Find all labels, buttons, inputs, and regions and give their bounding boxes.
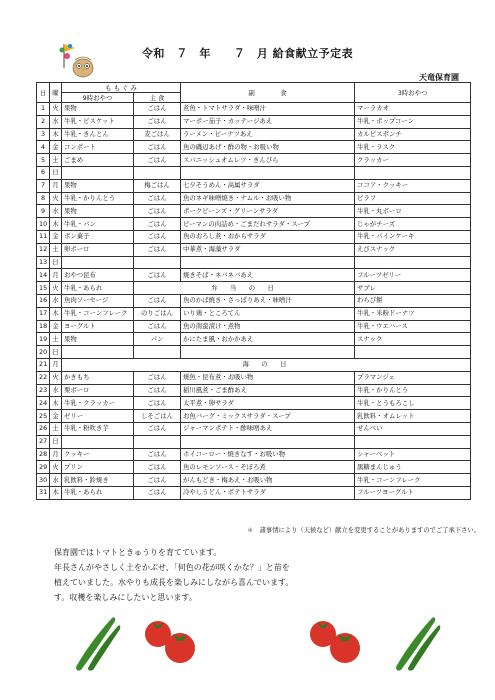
message-line: す。収穫を楽しみにしたいと思います。 xyxy=(54,593,197,602)
cell-snack3: 牛乳・とうもろこし xyxy=(355,397,471,410)
cell-day: 16 xyxy=(37,294,50,307)
table-row xyxy=(37,154,471,167)
cell-weekday: 日 xyxy=(50,166,62,179)
cell-staple xyxy=(134,435,181,448)
cell-weekday: 土 xyxy=(50,333,62,346)
cell-snack9: 魚肉ソーセージ xyxy=(62,294,134,307)
cell-snack9: コンポート xyxy=(62,141,134,154)
cell-weekday: 木 xyxy=(50,128,62,141)
message-line: 年長さんがやさしく土をかぶせ、「何色の花が咲くかな？」と苗を xyxy=(54,563,290,572)
header-day: 日 xyxy=(37,83,50,103)
header-weekday: 曜 xyxy=(50,83,62,103)
cell-snack3 xyxy=(355,256,471,269)
cell-staple: ごはん xyxy=(134,461,181,474)
table-row xyxy=(37,448,471,461)
mascot-owl-icon xyxy=(55,38,105,83)
cell-snack3: カルピスポンチ xyxy=(355,128,471,141)
cell-staple: ごはん xyxy=(134,154,181,167)
table-row xyxy=(37,320,471,333)
cell-holiday: 海 の 日 xyxy=(62,358,471,371)
cell-weekday: 金 xyxy=(50,410,62,423)
cell-weekday: 月 xyxy=(50,179,62,192)
cell-snack9: 牛乳・あられ xyxy=(62,282,134,295)
cell-staple: ごはん xyxy=(134,422,181,435)
cell-snack9: 卵ボーロ xyxy=(62,243,134,256)
cell-side: ラーメン・ピーナツあえ xyxy=(181,128,355,141)
cell-side: 魚のかば焼き・さっぱりあえ・味噌汁 xyxy=(181,294,355,307)
cell-day: 2 xyxy=(37,115,50,128)
cell-snack3: じゃがチーズ xyxy=(355,218,471,231)
cell-weekday: 金 xyxy=(50,141,62,154)
cell-side: 稲川風煮・ごま酢あえ xyxy=(181,384,355,397)
cell-weekday: 木 xyxy=(50,397,62,410)
message-line: 植えていました。水やりも成長を楽しみにしながら喜んでいます。 xyxy=(54,578,294,587)
cell-weekday: 日 xyxy=(50,346,62,359)
cell-snack9: プリン xyxy=(62,461,134,474)
cell-snack3 xyxy=(355,346,471,359)
cell-snack3: クラッカー xyxy=(355,154,471,167)
cell-snack3: えびスナック xyxy=(355,243,471,256)
message-line: 保育園ではトマトときゅうりを育てています。 xyxy=(54,548,222,557)
cell-snack3: プラマンジェ xyxy=(355,371,471,384)
cell-snack9: ごまめ xyxy=(62,154,134,167)
header-staple: 主 食 xyxy=(134,93,181,103)
cell-staple xyxy=(134,166,181,179)
cell-side: 七夕そうめん・高属サラダ xyxy=(181,179,355,192)
cell-snack3: 牛乳・パインケーキ xyxy=(355,230,471,243)
cell-snack3 xyxy=(355,435,471,448)
cell-day: 19 xyxy=(37,333,50,346)
cell-staple: ごはん xyxy=(134,141,181,154)
cell-weekday: 土 xyxy=(50,154,62,167)
table-row xyxy=(37,486,471,499)
menu-body xyxy=(37,103,471,500)
cell-bento-day: 弁 当 の 日 xyxy=(134,282,355,295)
cell-side xyxy=(181,435,355,448)
cell-snack9 xyxy=(62,435,134,448)
cell-side: がんもどき・梅あえ・お吸い物 xyxy=(181,474,355,487)
cell-snack3: ココア・クッキー xyxy=(355,179,471,192)
cell-staple xyxy=(134,256,181,269)
cell-snack3: 牛乳・ポップコーン xyxy=(355,115,471,128)
table-row xyxy=(37,410,471,423)
cell-staple: ごはん xyxy=(134,486,181,499)
table-row xyxy=(37,218,471,231)
table-row xyxy=(37,115,471,128)
cell-day: 5 xyxy=(37,154,50,167)
cell-snack9: 牛乳・パン xyxy=(62,218,134,231)
cell-snack3: 牛乳・ウエハース xyxy=(355,320,471,333)
cell-day: 6 xyxy=(37,166,50,179)
cell-side: スパニッシュオムレツ・きんぴら xyxy=(181,154,355,167)
table-row xyxy=(37,346,471,359)
cell-snack9 xyxy=(62,166,134,179)
cell-day: 15 xyxy=(37,282,50,295)
cell-snack9: 果物 xyxy=(62,205,134,218)
message-block xyxy=(54,545,293,605)
cell-snack9: 牛乳・クラッカー xyxy=(62,397,134,410)
cell-staple: ごはん xyxy=(134,218,181,231)
cell-side: マーボー茄子・カッテージあえ xyxy=(181,115,355,128)
cell-snack9: 牛乳・ビスケット xyxy=(62,115,134,128)
cell-weekday: 土 xyxy=(50,243,62,256)
cell-weekday: 日 xyxy=(50,256,62,269)
cell-snack9: 牛乳・きんとん xyxy=(62,128,134,141)
cell-staple xyxy=(134,346,181,359)
table-row xyxy=(37,422,471,435)
cell-side xyxy=(181,346,355,359)
cell-snack9: ボン菓子 xyxy=(62,230,134,243)
cell-staple: パン xyxy=(134,333,181,346)
cell-side: 冷やしうどん・ポテトサラダ xyxy=(181,486,355,499)
cell-staple: のりごはん xyxy=(134,307,181,320)
cell-day: 7 xyxy=(37,179,50,192)
cell-side xyxy=(181,166,355,179)
header-snack3: 3時おやつ xyxy=(355,83,471,103)
cell-weekday: 木 xyxy=(50,486,62,499)
cell-snack3: ピラフ xyxy=(355,192,471,205)
cell-side: 焼魚・昆布煮・お吸い物 xyxy=(181,371,355,384)
cell-snack3: 牛乳・米粉ドーナツ xyxy=(355,307,471,320)
cell-snack9: 栗ボーロ xyxy=(62,384,134,397)
cell-snack9 xyxy=(62,256,134,269)
cell-weekday: 月 xyxy=(50,448,62,461)
cucumber-icon xyxy=(68,612,123,672)
table-row xyxy=(37,205,471,218)
cell-snack3: フルーツヨーグルト xyxy=(355,486,471,499)
cell-day: 25 xyxy=(37,410,50,423)
table-row xyxy=(37,371,471,384)
cell-staple: ごはん xyxy=(134,384,181,397)
cell-day: 1 xyxy=(37,103,50,116)
cell-day: 30 xyxy=(37,474,50,487)
cell-weekday: 木 xyxy=(50,307,62,320)
cell-snack9: 果物 xyxy=(62,103,134,116)
cell-snack3: マーラカオ xyxy=(355,103,471,116)
cell-snack9: 牛乳・コーンフレーク xyxy=(62,307,134,320)
cell-snack3 xyxy=(355,166,471,179)
cell-day: 9 xyxy=(37,205,50,218)
cell-staple: ごはん xyxy=(134,320,181,333)
cell-snack3: フルーツゼリー xyxy=(355,269,471,282)
tomato-icon xyxy=(140,612,200,670)
cell-side: 太平煮・卵サラダ xyxy=(181,397,355,410)
cell-weekday: 火 xyxy=(50,192,62,205)
cell-side: ジャーマンポテト・酢味噌あえ xyxy=(181,422,355,435)
table-row xyxy=(37,103,471,116)
cell-staple: ごはん xyxy=(134,243,181,256)
cell-weekday: 水 xyxy=(50,115,62,128)
cell-day: 11 xyxy=(37,230,50,243)
cell-day: 18 xyxy=(37,320,50,333)
table-row xyxy=(37,166,471,179)
cell-staple: ごはん xyxy=(134,269,181,282)
table-row xyxy=(37,461,471,474)
cell-snack9: 果物 xyxy=(62,333,134,346)
cell-staple: 梅ごはん xyxy=(134,179,181,192)
cell-day: 3 xyxy=(37,128,50,141)
table-row xyxy=(37,358,471,371)
cell-day: 8 xyxy=(37,192,50,205)
table-row xyxy=(37,294,471,307)
cell-side: 魚の磯辺あげ・酢の物・お吸い物 xyxy=(181,141,355,154)
cell-side: かにたま風・おかかあえ xyxy=(181,333,355,346)
cell-snack3: シャーベット xyxy=(355,448,471,461)
cell-side: 魚のおろし煮・おからサラダ xyxy=(181,230,355,243)
table-row xyxy=(37,179,471,192)
cell-snack9: 乳飲料・鈴焼き xyxy=(62,474,134,487)
cell-staple: ごはん xyxy=(134,192,181,205)
cell-day: 20 xyxy=(37,346,50,359)
cell-side: 中華煮・海藻サラダ xyxy=(181,243,355,256)
cell-day: 28 xyxy=(37,448,50,461)
cell-snack3: わらび餅 xyxy=(355,294,471,307)
cell-weekday: 火 xyxy=(50,282,62,295)
table-row xyxy=(37,474,471,487)
cell-side: ポークビーンズ・グリーンサラダ xyxy=(181,205,355,218)
cell-snack3: 牛乳・ラスク xyxy=(355,141,471,154)
header-side: 副 食 xyxy=(181,83,355,103)
cell-day: 14 xyxy=(37,269,50,282)
cell-staple: ごはん xyxy=(134,103,181,116)
cell-day: 12 xyxy=(37,243,50,256)
cell-weekday: 土 xyxy=(50,422,62,435)
cell-snack3: スナック xyxy=(355,333,471,346)
cell-weekday: 金 xyxy=(50,320,62,333)
cell-day: 22 xyxy=(37,371,50,384)
table-row xyxy=(37,435,471,448)
table-row xyxy=(37,141,471,154)
cell-weekday: 水 xyxy=(50,474,62,487)
table-row xyxy=(37,397,471,410)
table-row xyxy=(37,307,471,320)
cell-day: 4 xyxy=(37,141,50,154)
table-row xyxy=(37,333,471,346)
cell-day: 13 xyxy=(37,256,50,269)
table-row xyxy=(37,282,471,295)
cell-snack3: 牛乳・丸ボーロ xyxy=(355,205,471,218)
cell-weekday: 月 xyxy=(50,358,62,371)
cell-side: 魚のレモンソース・そぼろ煮 xyxy=(181,461,355,474)
cell-side: 魚の南蛮漬け・煮物 xyxy=(181,320,355,333)
cell-weekday: 月 xyxy=(50,269,62,282)
cell-snack9: おやつ昆布 xyxy=(62,269,134,282)
cell-side: ホイコーロー・焼きなす・お吸い物 xyxy=(181,448,355,461)
cell-day: 23 xyxy=(37,384,50,397)
page-title: 令和 ７ 年 ７ 月 給食献立予定表 xyxy=(141,47,354,60)
cell-snack9 xyxy=(62,346,134,359)
cell-snack3: 乳飲料・オムレット xyxy=(355,410,471,423)
table-row xyxy=(37,128,471,141)
cell-side: 魚のネギ味噌焼き・ナムル・お吸い物 xyxy=(181,192,355,205)
cell-staple: ごはん xyxy=(134,115,181,128)
cell-day: 31 xyxy=(37,486,50,499)
header-group-momo: も も ぐ み xyxy=(62,83,181,93)
menu-table xyxy=(36,82,471,500)
cell-snack9: ゼリー xyxy=(62,410,134,423)
cell-staple: ごはん xyxy=(134,397,181,410)
cell-side: お魚バーグ・ミックスサラダ・スープ xyxy=(181,410,355,423)
cell-day: 24 xyxy=(37,397,50,410)
cell-weekday: 水 xyxy=(50,384,62,397)
cell-staple: ごはん xyxy=(134,205,181,218)
cell-snack3: 黒糖まんじゅう xyxy=(355,461,471,474)
cell-snack3: サブレ xyxy=(355,282,471,295)
table-row xyxy=(37,256,471,269)
table-row xyxy=(37,384,471,397)
cell-weekday: 火 xyxy=(50,371,62,384)
cell-snack3: 牛乳・かりんとう xyxy=(355,384,471,397)
cucumber-icon xyxy=(388,612,443,672)
cell-staple: ごはん xyxy=(134,448,181,461)
table-row xyxy=(37,192,471,205)
header-snack9: 9時おやつ xyxy=(62,93,134,103)
cell-day: 27 xyxy=(37,435,50,448)
cell-side: いり鶏・ところてん xyxy=(181,307,355,320)
cell-snack9: 果物 xyxy=(62,179,134,192)
cell-snack9: ヨーグルト xyxy=(62,320,134,333)
cell-side: 焼きそば・ネバネバあえ xyxy=(181,269,355,282)
change-notice: ＊ 諸事情により（天候など）献立を変更することがありますのでご了承下さい。 xyxy=(247,527,480,534)
cell-day: 21 xyxy=(37,358,50,371)
table-row xyxy=(37,269,471,282)
table-row xyxy=(37,243,471,256)
cell-staple: しそごはん xyxy=(134,410,181,423)
cell-side: 煮魚・トマトサラダ・味噌汁 xyxy=(181,103,355,116)
cell-snack3: せんべい xyxy=(355,422,471,435)
cell-snack9: 牛乳・あられ xyxy=(62,486,134,499)
cell-weekday: 水 xyxy=(50,205,62,218)
cell-snack9: クッキー xyxy=(62,448,134,461)
table-row xyxy=(37,230,471,243)
tomato-icon xyxy=(305,612,365,670)
cell-weekday: 木 xyxy=(50,218,62,231)
cell-day: 29 xyxy=(37,461,50,474)
cell-weekday: 金 xyxy=(50,230,62,243)
cell-snack3: 牛乳・コーンフレーク xyxy=(355,474,471,487)
cell-staple: ごはん xyxy=(134,371,181,384)
cell-day: 10 xyxy=(37,218,50,231)
cell-weekday: 水 xyxy=(50,294,62,307)
cell-snack9: 牛乳・粉吹き芋 xyxy=(62,422,134,435)
nursery-name: 天竜保育園 xyxy=(419,73,459,82)
cell-day: 17 xyxy=(37,307,50,320)
cell-staple: ごはん xyxy=(134,294,181,307)
cell-weekday: 火 xyxy=(50,103,62,116)
cell-snack9: 牛乳・かりんとう xyxy=(62,192,134,205)
cell-side: ピーマンの肉詰め・ごまだれサラダ・スープ xyxy=(181,218,355,231)
cell-staple: ごはん xyxy=(134,474,181,487)
cell-staple: 麦ごはん xyxy=(134,128,181,141)
cell-weekday: 火 xyxy=(50,461,62,474)
cell-weekday: 日 xyxy=(50,435,62,448)
cell-day: 26 xyxy=(37,422,50,435)
cell-staple: ごはん xyxy=(134,230,181,243)
cell-snack9: かきもち xyxy=(62,371,134,384)
cell-side xyxy=(181,256,355,269)
